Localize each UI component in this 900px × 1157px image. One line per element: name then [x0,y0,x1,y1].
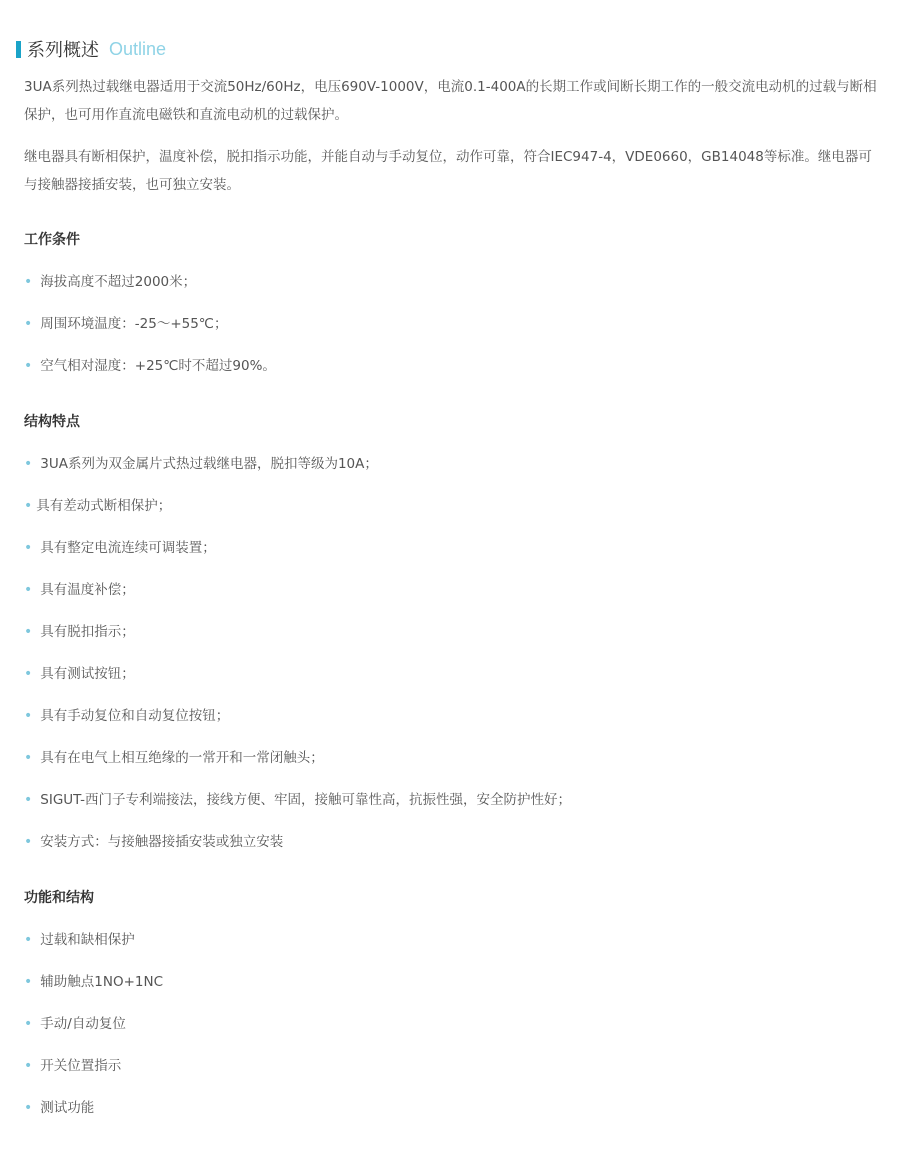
list-item: • 测试功能 [24,1100,95,1116]
heading-title-en: Outline [109,38,167,59]
section-heading [16,36,166,62]
list-item: • 安装方式：与接触器接插安装或独立安装 [24,834,284,850]
bullet-dot-icon: • [24,708,33,724]
conditions-title: 工作条件 [24,232,80,248]
list-item: • 辅助触点1NO+1NC [24,974,164,990]
list-item: • 3UA系列为双金属片式热过载继电器，脱扣等级为10A； [24,456,378,472]
structure-title: 结构特点 [24,414,80,430]
bullet-dot-icon: • [24,498,33,514]
list-item: • 具有在电气上相互绝缘的一常开和一常闭触头； [24,750,324,766]
bullet-dot-icon: • [24,974,33,990]
bullet-dot-icon: • [24,456,33,472]
list-item: • 具有脱扣指示； [24,624,135,640]
list-item: • 周围环境温度：-25～+55℃； [24,316,228,332]
list-item: • 开关位置指示 [24,1058,122,1074]
list-item: • 具有温度补偿； [24,582,135,598]
heading-accent-bar [16,41,21,58]
list-item: • 具有整定电流连续可调装置； [24,540,216,556]
intro-paragraph-2: 继电器具有断相保护，温度补偿，脱扣指示功能，并能自动与手动复位，动作可靠，符合IEC947-4，VDE0660，GB14048等标准。继电器可与接触器接插安装，也可独立安装。 [24,149,872,193]
list-item: • 空气相对湿度：+25℃时不超过90%。 [24,358,276,374]
bullet-dot-icon: • [24,1016,33,1032]
bullet-dot-icon: • [24,932,33,948]
heading-title-cn: 系列概述 [27,40,99,61]
bullet-dot-icon: • [24,792,33,808]
bullet-dot-icon: • [24,1100,33,1116]
functions-title: 功能和结构 [24,890,94,906]
bullet-dot-icon: • [24,316,33,332]
list-item: • 过载和缺相保护 [24,932,135,948]
list-item: • 海拔高度不超过2000米； [24,274,197,290]
bullet-dot-icon: • [24,540,33,556]
bullet-dot-icon: • [24,666,33,682]
list-item: • 具有手动复位和自动复位按钮； [24,708,230,724]
bullet-dot-icon: • [24,358,33,374]
intro-paragraph-1: 3UA系列热过载继电器适用于交流50Hz/60Hz，电压690V-1000V，电流0.1-400A的长期工作或间断长期工作的一般交流电动机的过载与断相保护，也可用作直流电磁铁和直流电动机的过载保护。 [24,79,877,123]
bullet-dot-icon: • [24,624,33,640]
list-item: • SIGUT-西门子专利端接法，接线方便、牢固，接触可靠性高，抗振性强，安全防护性好； [24,792,572,808]
bullet-dot-icon: • [24,834,33,850]
bullet-dot-icon: • [24,274,33,290]
bullet-dot-icon: • [24,750,33,766]
list-item: • 具有差动式断相保护； [24,498,172,514]
list-item: • 具有测试按钮； [24,666,135,682]
bullet-dot-icon: • [24,1058,33,1074]
list-item: • 手动/自动复位 [24,1016,126,1032]
bullet-dot-icon: • [24,582,33,598]
